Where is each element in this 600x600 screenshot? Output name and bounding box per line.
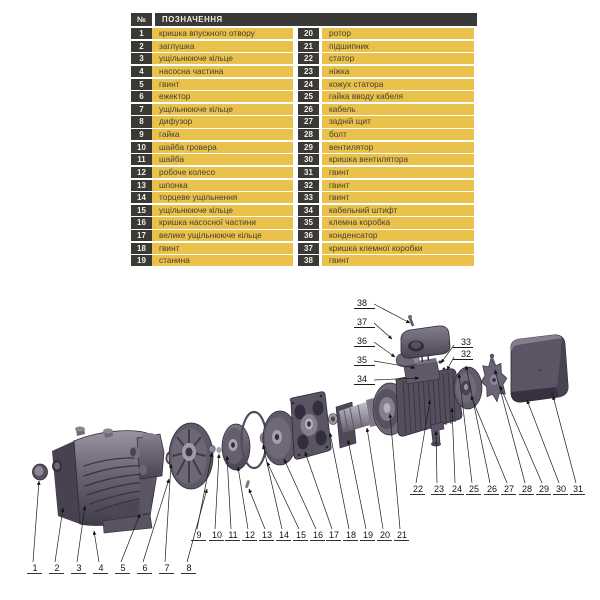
callout-number: 31 <box>572 484 584 494</box>
part-label: гвинт <box>322 192 474 203</box>
callout-number: 26 <box>486 484 498 494</box>
callout-number: 9 <box>196 530 202 540</box>
table-row <box>131 205 477 216</box>
table-row <box>131 79 477 90</box>
part-label: гвинт <box>322 167 474 178</box>
table-row <box>131 154 477 165</box>
table-row <box>131 28 477 39</box>
leader-line <box>367 428 383 529</box>
part-label: кришка вентилятора <box>322 154 474 165</box>
callout-18 <box>330 433 358 541</box>
bearing-part <box>329 414 338 425</box>
table-header <box>131 13 477 26</box>
part-number: 25 <box>298 91 319 102</box>
parts-table <box>131 13 477 268</box>
callout-number: 17 <box>328 530 340 540</box>
part-label: конденсатор <box>322 230 474 241</box>
callout-7 <box>159 464 174 574</box>
callout-12 <box>238 467 257 541</box>
callout-8 <box>181 489 207 574</box>
callout-27 <box>468 396 516 495</box>
header-name-cell: ПОЗНАЧЕННЯ <box>155 13 477 26</box>
part-label: кришка впускного отвору <box>152 28 293 39</box>
part-label: статор <box>322 53 474 64</box>
part-label: ущільнююче кільце <box>152 104 293 115</box>
rear-shield-part <box>454 367 482 409</box>
callout-number: 19 <box>362 530 374 540</box>
pump-cover-plate-part <box>290 392 331 459</box>
part-number: 22 <box>298 53 319 64</box>
callout-4 <box>93 531 108 574</box>
diffuser-part <box>169 423 213 489</box>
leader-line <box>330 433 349 529</box>
table-row <box>131 41 477 52</box>
callout-number: 20 <box>379 530 391 540</box>
table-row <box>131 217 477 228</box>
leader-line <box>553 396 576 483</box>
callout-number: 35 <box>356 355 368 365</box>
callout-number: 38 <box>356 298 368 308</box>
table-row <box>131 230 477 241</box>
callout-number: 8 <box>186 563 192 573</box>
leader-line <box>305 452 332 529</box>
part-label: кабельний штифт <box>322 205 474 216</box>
part-label: болт <box>322 129 474 140</box>
leader-line <box>165 464 171 562</box>
nut-part <box>209 445 215 452</box>
part-number: 21 <box>298 41 319 52</box>
callout-number: 36 <box>356 336 368 346</box>
callout-number: 33 <box>460 337 472 347</box>
callout-29 <box>500 386 551 495</box>
parts-table-body <box>131 28 477 266</box>
part-number: 1 <box>131 28 152 39</box>
part-label: кожух статора <box>322 79 474 90</box>
part-number: 20 <box>298 28 319 39</box>
part-label: торцеве ущільнення <box>152 192 293 203</box>
callout-number: 37 <box>356 317 368 327</box>
table-row <box>131 192 477 203</box>
part-number: 35 <box>298 217 319 228</box>
callout-30 <box>527 400 568 495</box>
part-number: 33 <box>298 192 319 203</box>
table-row <box>131 53 477 64</box>
key-part <box>245 480 250 489</box>
callout-15 <box>267 462 308 541</box>
callout-number: 5 <box>120 563 126 573</box>
callout-number: 7 <box>164 563 170 573</box>
part-number: 26 <box>298 104 319 115</box>
callout-number: 32 <box>460 349 472 359</box>
leader-line <box>527 400 559 483</box>
callout-number: 29 <box>538 484 550 494</box>
part-label: кришка насосної частини <box>152 217 293 228</box>
cover-screw-part <box>408 315 413 326</box>
part-label: робоче колесо <box>152 167 293 178</box>
part-label: насосна частина <box>152 66 293 77</box>
callout-17 <box>305 452 341 541</box>
part-number: 15 <box>131 205 152 216</box>
fan-part <box>478 356 510 403</box>
part-label: шпонка <box>152 180 293 191</box>
part-number: 5 <box>131 79 152 90</box>
part-label: підшипник <box>322 41 474 52</box>
table-row <box>131 91 477 102</box>
part-label: ежектор <box>152 91 293 102</box>
table-row <box>131 142 477 153</box>
leader-line <box>187 489 207 562</box>
part-number: 9 <box>131 129 152 140</box>
leader-line <box>471 396 507 483</box>
part-number: 27 <box>298 116 319 127</box>
part-label: гвинт <box>152 79 293 90</box>
exploded-view-diagram <box>0 290 600 600</box>
inlet-cap-part <box>33 464 48 480</box>
part-number: 28 <box>298 129 319 140</box>
part-number: 10 <box>131 142 152 153</box>
leader-line <box>374 304 410 323</box>
terminal-cover-part <box>401 326 450 358</box>
part-label: клемна коробка <box>322 217 474 228</box>
part-number: 30 <box>298 154 319 165</box>
callout-number: 12 <box>244 530 256 540</box>
callout-number: 15 <box>295 530 307 540</box>
table-row <box>131 66 477 77</box>
part-label: гайка вводу кабеля <box>322 91 474 102</box>
part-number: 17 <box>131 230 152 241</box>
leader-line <box>447 357 454 370</box>
callout-number: 34 <box>356 374 368 384</box>
part-number: 19 <box>131 255 152 266</box>
leader-line <box>94 531 99 562</box>
callout-20 <box>367 428 392 541</box>
part-number: 18 <box>131 243 152 254</box>
part-number: 14 <box>131 192 152 203</box>
part-number: 23 <box>298 66 319 77</box>
callout-number: 10 <box>211 530 223 540</box>
table-row <box>131 180 477 191</box>
part-number: 3 <box>131 53 152 64</box>
table-row <box>131 104 477 115</box>
callout-2 <box>49 508 64 574</box>
callout-number: 30 <box>555 484 567 494</box>
leader-line <box>374 323 392 339</box>
callout-number: 4 <box>98 563 104 573</box>
part-label: ущільнююче кільце <box>152 53 293 64</box>
part-number: 34 <box>298 205 319 216</box>
callout-number: 21 <box>396 530 408 540</box>
part-number: 37 <box>298 243 319 254</box>
spring-washer-part <box>216 447 221 453</box>
callout-number: 6 <box>142 563 148 573</box>
part-label: ущільнююче кільце <box>152 205 293 216</box>
part-label: гайка <box>152 129 293 140</box>
leader-line <box>238 467 248 529</box>
callout-number: 24 <box>451 484 463 494</box>
callout-number: 18 <box>345 530 357 540</box>
callout-number: 3 <box>76 563 82 573</box>
callout-number: 13 <box>261 530 273 540</box>
table-row <box>131 243 477 254</box>
part-label: кришка клемної коробки <box>322 243 474 254</box>
part-label: заглушка <box>152 41 293 52</box>
part-number: 12 <box>131 167 152 178</box>
part-label: гвинт <box>322 180 474 191</box>
callout-number: 16 <box>312 530 324 540</box>
header-number-cell: № <box>131 13 152 26</box>
part-label: ніжка <box>322 66 474 77</box>
part-label: шайба <box>152 154 293 165</box>
callout-number: 23 <box>433 484 445 494</box>
part-label: велике ущільнююче кільце <box>152 230 293 241</box>
part-number: 24 <box>298 79 319 90</box>
leader-line <box>215 454 219 529</box>
part-number: 6 <box>131 91 152 102</box>
fan-cover-part <box>511 335 568 402</box>
part-label: шайба гровера <box>152 142 293 153</box>
part-number: 7 <box>131 104 152 115</box>
callout-number: 14 <box>278 530 290 540</box>
table-row <box>131 129 477 140</box>
table-row <box>131 255 477 266</box>
callout-number: 27 <box>503 484 515 494</box>
part-number: 38 <box>298 255 319 266</box>
part-label: дифузор <box>152 116 293 127</box>
part-label: кабель <box>322 104 474 115</box>
leader-line <box>249 489 265 529</box>
part-number: 36 <box>298 230 319 241</box>
callout-16 <box>284 459 325 541</box>
callout-number: 25 <box>468 484 480 494</box>
leader-line <box>267 462 299 529</box>
part-label: гвинт <box>152 243 293 254</box>
leader-line <box>348 440 366 529</box>
part-number: 13 <box>131 180 152 191</box>
part-number: 4 <box>131 66 152 77</box>
part-label: гвинт <box>322 255 474 266</box>
part-number: 31 <box>298 167 319 178</box>
leader-line <box>33 481 39 562</box>
part-number: 16 <box>131 217 152 228</box>
callout-1 <box>27 481 42 574</box>
callout-number: 28 <box>521 484 533 494</box>
callout-number: 2 <box>54 563 60 573</box>
part-number: 2 <box>131 41 152 52</box>
table-row <box>131 167 477 178</box>
leader-line <box>374 342 395 357</box>
callout-number: 22 <box>412 484 424 494</box>
callout-number: 11 <box>228 530 238 540</box>
part-label: вентилятор <box>322 142 474 153</box>
part-label: задній щит <box>322 116 474 127</box>
table-row <box>131 116 477 127</box>
part-number: 11 <box>131 154 152 165</box>
part-label: ротор <box>322 28 474 39</box>
part-number: 32 <box>298 180 319 191</box>
callout-number: 1 <box>32 563 38 573</box>
callout-36 <box>354 336 395 357</box>
part-number: 29 <box>298 142 319 153</box>
part-label: станина <box>152 255 293 266</box>
motor-foot-part <box>431 422 444 447</box>
part-number: 8 <box>131 116 152 127</box>
